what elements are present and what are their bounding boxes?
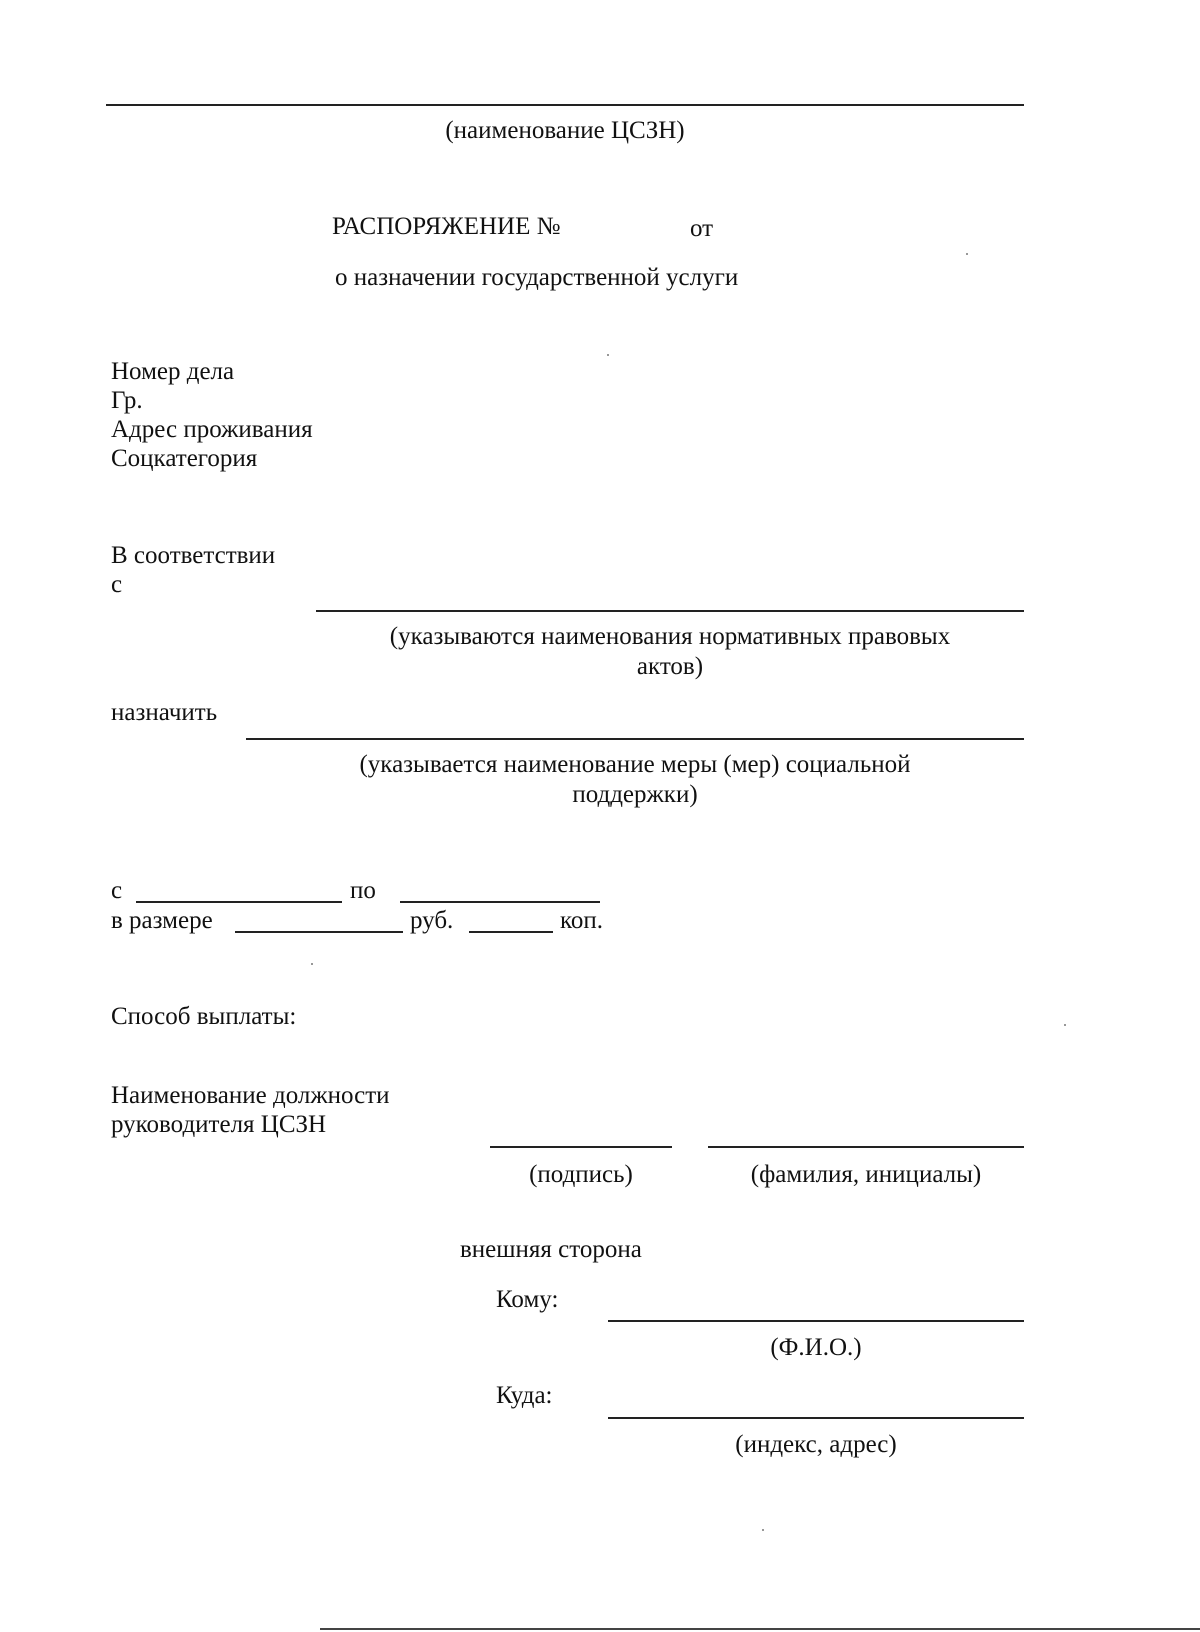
- address-label: Адрес проживания: [111, 416, 313, 443]
- scan-speck: [762, 1529, 764, 1531]
- legal-acts-caption-line1: (указываются наименования нормативных правовых: [389, 623, 951, 650]
- scan-speck: [607, 354, 609, 356]
- period-to-label: по: [350, 877, 376, 904]
- scan-speck: [966, 253, 968, 255]
- signature-line: [490, 1146, 672, 1148]
- support-measure-line: [246, 738, 1024, 740]
- case-number-label: Номер дела: [111, 358, 235, 385]
- accordance-with-label: с: [111, 571, 123, 598]
- social-category-label: Соцкатегория: [111, 445, 258, 472]
- org-name-caption: (наименование ЦСЗН): [445, 117, 685, 144]
- head-position-line2: руководителя ЦСЗН: [111, 1111, 327, 1138]
- page-bottom-edge-line: [320, 1628, 1200, 1630]
- support-measure-caption-line1: (указывается наименование меры (мер) социальной: [359, 751, 911, 778]
- recipient-address-line: [608, 1417, 1024, 1419]
- name-initials-caption: (фамилия, инициалы): [750, 1161, 982, 1188]
- scan-speck: [1064, 1024, 1066, 1026]
- legal-acts-line: [316, 610, 1024, 612]
- assign-label: назначить: [111, 699, 218, 726]
- order-title-label: РАСПОРЯЖЕНИЕ №: [332, 213, 561, 240]
- recipient-address-caption: (индекс, адрес): [735, 1431, 897, 1458]
- order-date-label: от: [690, 215, 714, 242]
- to-whom-label: Кому:: [496, 1286, 559, 1313]
- name-initials-line: [708, 1146, 1024, 1148]
- support-measure-caption-line2: поддержки): [572, 781, 698, 808]
- recipient-name-caption: (Ф.И.О.): [770, 1334, 862, 1361]
- payment-method-label: Способ выплаты:: [111, 1003, 297, 1030]
- amount-kop-blank: [469, 931, 553, 933]
- outer-side-label: внешняя сторона: [460, 1236, 642, 1263]
- head-position-line1: Наименование должности: [111, 1082, 390, 1109]
- order-subject: о назначении государственной услуги: [335, 264, 739, 291]
- citizen-label: Гр.: [111, 387, 143, 414]
- period-from-label: с: [111, 877, 123, 904]
- period-from-blank: [136, 901, 342, 903]
- org-name-line: [106, 104, 1024, 106]
- recipient-name-line: [608, 1320, 1024, 1322]
- rub-label: руб.: [410, 907, 454, 934]
- amount-label: в размере: [111, 907, 213, 934]
- kop-label: коп.: [560, 907, 604, 934]
- legal-acts-caption-line2: актов): [636, 653, 704, 680]
- signature-caption: (подпись): [529, 1161, 633, 1188]
- period-to-blank: [400, 901, 600, 903]
- where-label: Куда:: [496, 1382, 553, 1409]
- accordance-label: В соответствии: [111, 542, 276, 569]
- scan-speck: [311, 963, 313, 965]
- amount-rub-blank: [235, 931, 403, 933]
